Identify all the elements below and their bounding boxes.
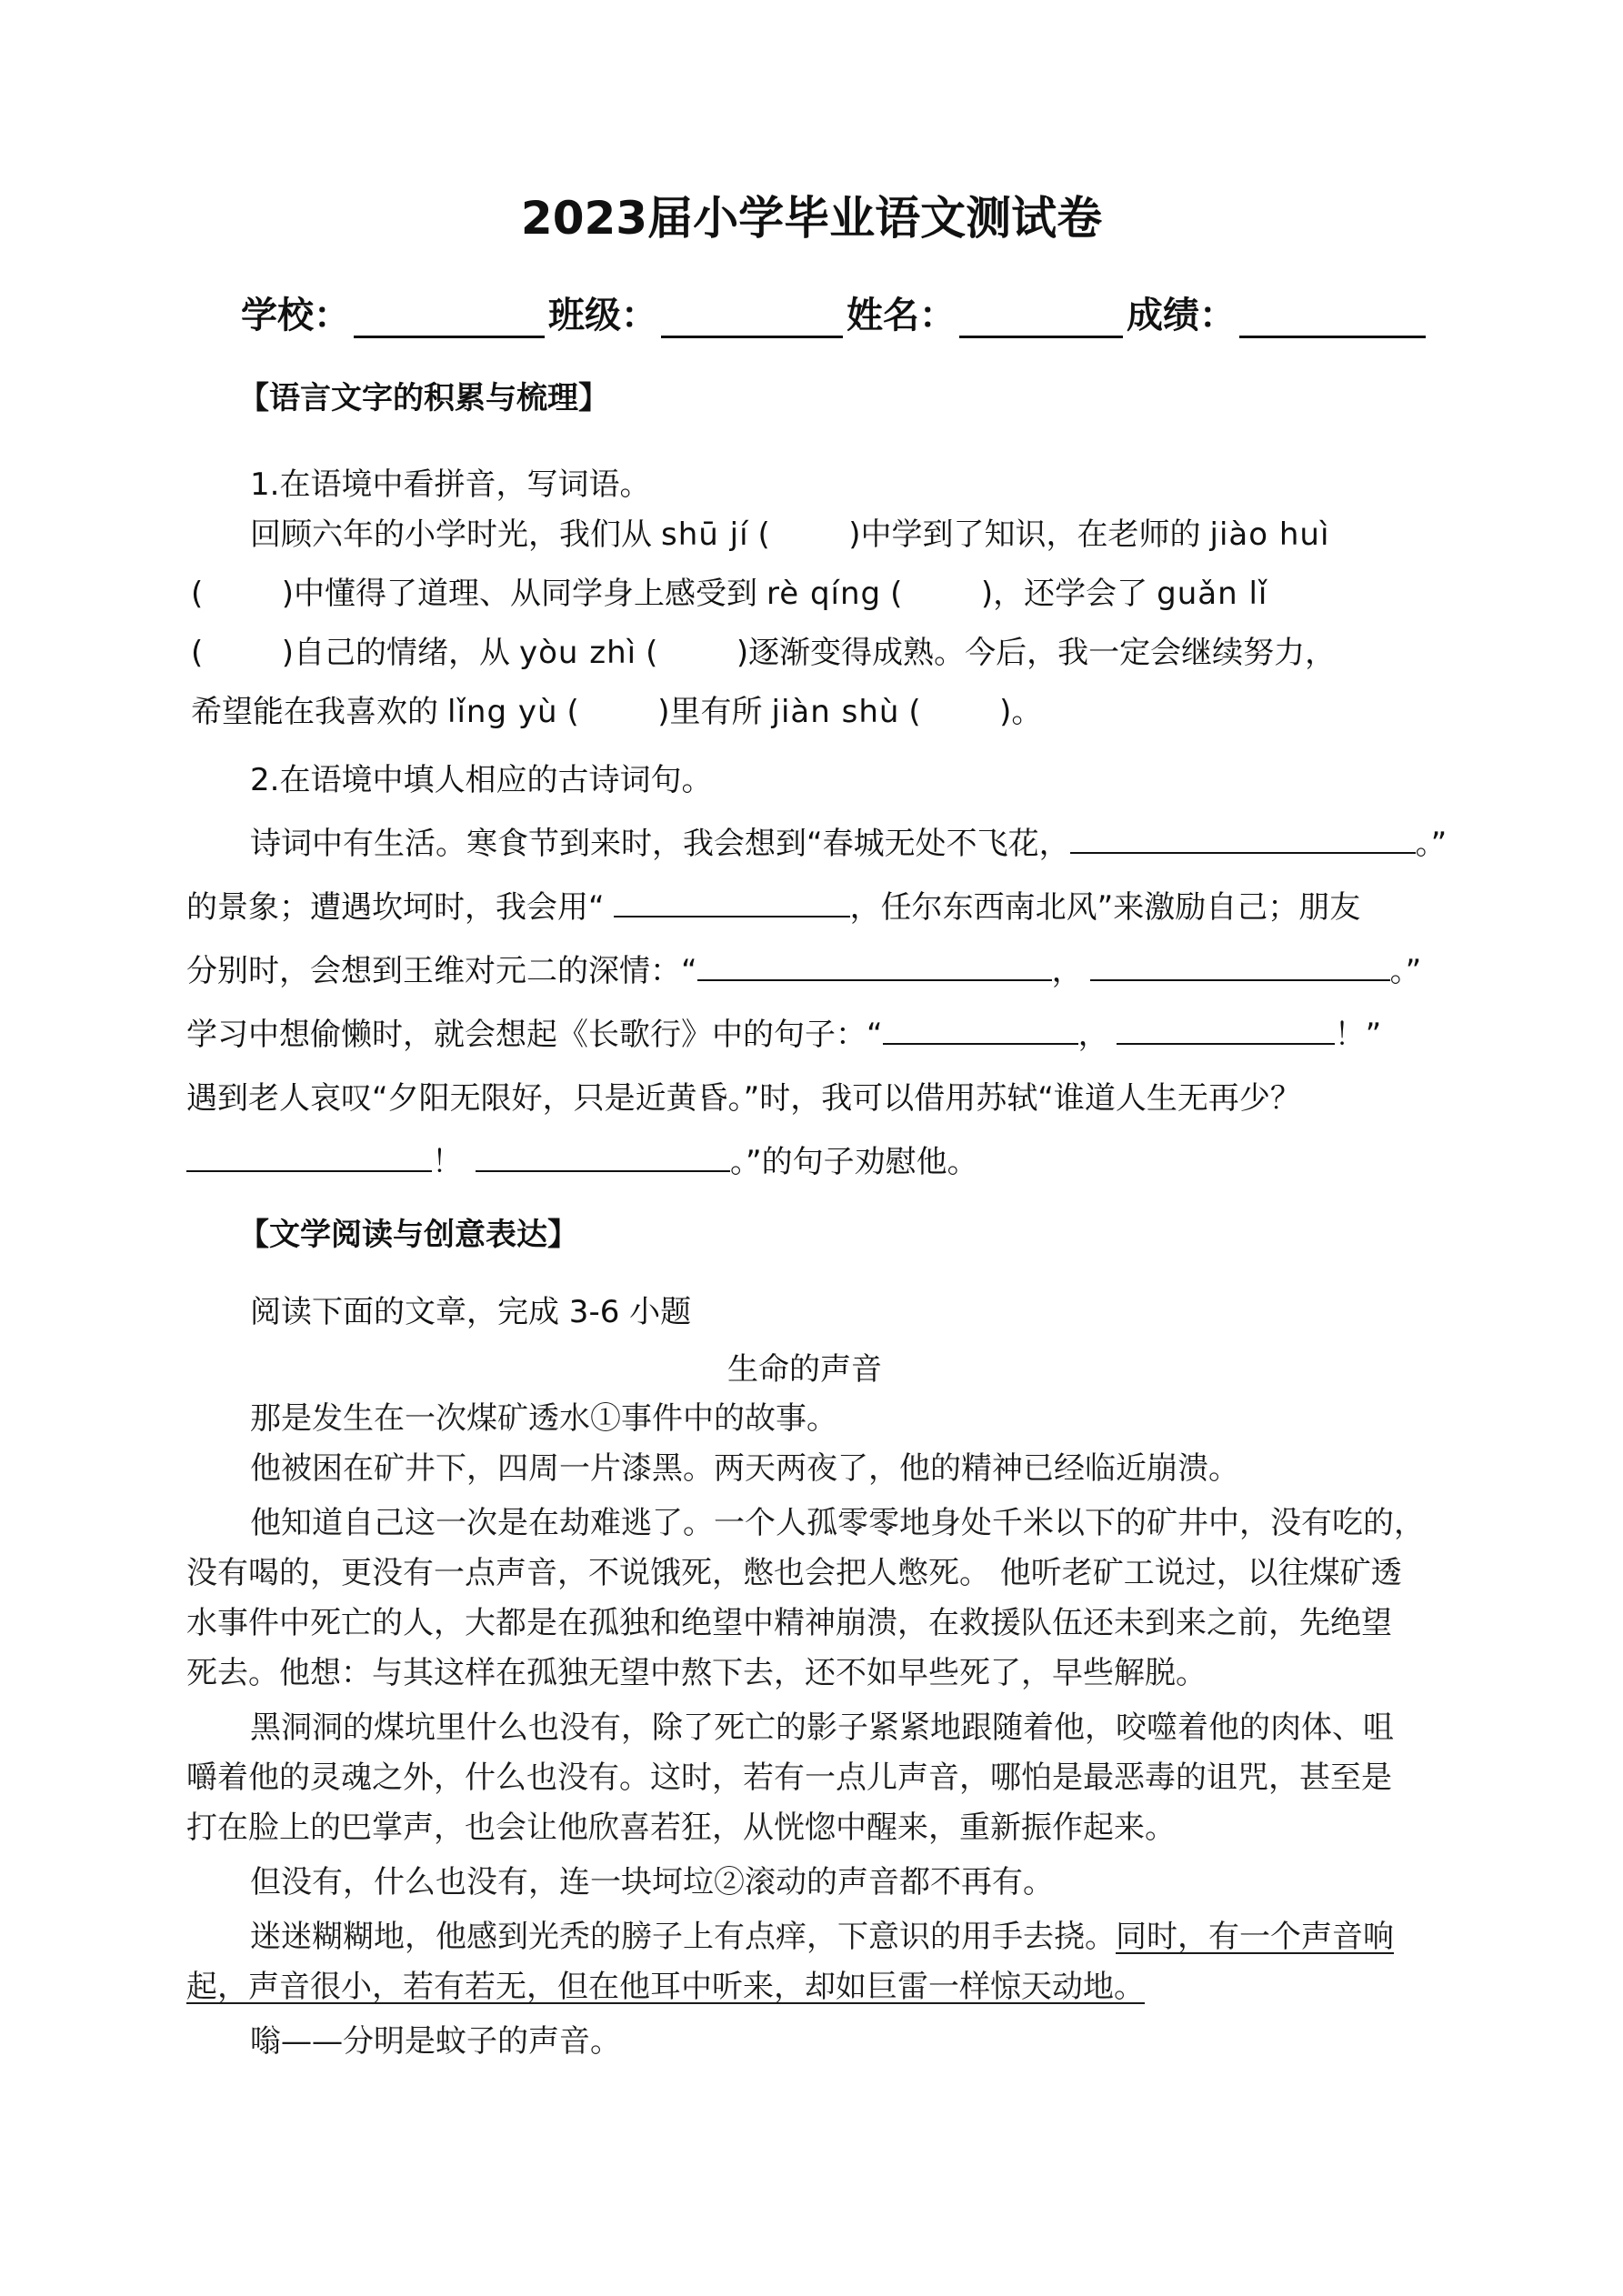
answer-blank-2[interactable]: ( ): [191, 576, 294, 612]
pinyin-guanli: guǎn lǐ: [1157, 576, 1268, 612]
pinyin-shuji: shū jí: [661, 516, 749, 553]
student-info-row: [241, 286, 1429, 338]
essay-paragraph: [186, 1961, 1145, 2006]
q2-prompt: 2.在语境中填人相应的古诗词句。: [250, 762, 713, 798]
school-field[interactable]: [354, 299, 545, 338]
essay-paragraph: 死去。他想：与其这样在孤独无望中熬下去，还不如早些死了，早些解脱。: [186, 1655, 1207, 1691]
answer-blank-6[interactable]: ( ): [566, 694, 670, 730]
q1-line-1: 回顾六年的小学时光，我们从 shū jí ( )中学到了知识，在老师的 jiào huì: [250, 516, 1330, 553]
q1-line-4: 希望能在我喜欢的 lǐng yù ( )里有所 jiàn shù ( )。: [191, 694, 1043, 730]
section-heading-language: 【语言文字的积累与梳理】: [238, 380, 609, 416]
essay-paragraph: 那是发生在一次煤矿透水①事件中的故事。: [250, 1400, 837, 1437]
q1-prompt: 1.在语境中看拼音，写词语。: [250, 466, 651, 503]
answer-blank-5[interactable]: ( ): [646, 635, 749, 671]
answer-blank-7[interactable]: ( ): [908, 694, 1012, 730]
q2-line-1: 诗词中有生活。寒食节到来时，我会想到“春城无处不飞花， 。”: [250, 818, 1447, 863]
answer-blank-4[interactable]: ( ): [191, 635, 294, 671]
poem-blank-3[interactable]: [697, 950, 1052, 981]
essay-paragraph: 水事件中死亡的人，大都是在孤独和绝望中精神崩溃，在救援队伍还未到来之前，先绝望: [186, 1605, 1392, 1641]
q1-line-2: ( )中懂得了道理、从同学身上感受到 rè qíng ( )，还学会了 guǎn lǐ: [191, 576, 1268, 612]
poem-blank-2[interactable]: [614, 887, 850, 917]
pinyin-jianshu: jiàn shù: [771, 694, 900, 730]
answer-blank-1[interactable]: ( ): [757, 516, 861, 553]
q2-line-2: 的景象；遭遇坎坷时，我会用“ ，任尔东西南北风”来激励自己；朋友: [186, 882, 1360, 927]
q2-line-4: 学习中想偷懒时，就会想起《长歌行》中的句子：“ ， ！”: [186, 1009, 1381, 1054]
pinyin-youzhi: yòu zhì: [519, 635, 637, 671]
q1-line-3: ( )自己的情绪，从 yòu zhì ( )逐渐变得成熟。今后，我一定会继续努力，: [191, 635, 1337, 671]
poem-blank-1[interactable]: [1070, 823, 1416, 854]
essay-paragraph: 但没有，什么也没有，连一块坷垃②滚动的声音都不再有。: [250, 1864, 1054, 1900]
score-field[interactable]: [1239, 299, 1426, 338]
class-label: 班级：: [548, 295, 657, 336]
essay-paragraph: 他被困在矿井下，四周一片漆黑。两天两夜了，他的精神已经临近崩溃。: [250, 1450, 1239, 1487]
essay-paragraph: 打在脸上的巴掌声，也会让他欣喜若狂，从恍惚中醒来，重新振作起来。: [186, 1810, 1176, 1846]
pinyin-jiaohui: jiào huì: [1209, 516, 1330, 553]
essay-title: 生命的声音: [727, 1351, 882, 1388]
essay-paragraph: 没有喝的，更没有一点声音，不说饿死，憋也会把人憋死。 他听老矿工说过，以往煤矿透: [186, 1555, 1402, 1591]
pinyin-lingyu: lǐng yù: [447, 694, 558, 730]
q2-line-6: ！ 。”的句子劝慰他。: [186, 1137, 978, 1181]
essay-paragraph: 嗡——分明是蚊子的声音。: [250, 2023, 621, 2060]
essay-paragraph: 黑洞洞的煤坑里什么也没有，除了死亡的影子紧紧地跟随着他，咬噬着他的肉体、咀: [250, 1709, 1394, 1746]
section-heading-reading: 【文学阅读与创意表达】: [238, 1217, 578, 1253]
reading-instruction: 阅读下面的文章，完成 3-6 小题: [250, 1294, 692, 1330]
poem-blank-7[interactable]: [186, 1141, 432, 1172]
poem-blank-6[interactable]: [1117, 1014, 1335, 1045]
q2-line-5: 遇到老人哀叹“夕阳无限好，只是近黄昏。”时，我可以借用苏轼“谁道人生无再少？: [186, 1080, 1301, 1117]
essay-paragraph: 嚼着他的灵魂之外，什么也没有。这时，若有一点儿声音，哪怕是最恶毒的诅咒，甚至是: [186, 1760, 1392, 1796]
essay-paragraph: 他知道自己这一次是在劫难逃了。一个人孤零零地身处千米以下的矿井中，没有吃的，: [250, 1505, 1425, 1541]
answer-blank-3[interactable]: ( ): [890, 576, 994, 612]
class-field[interactable]: [661, 299, 843, 338]
school-label: 学校：: [241, 295, 350, 336]
score-label: 成绩：: [1127, 295, 1236, 336]
name-label: 姓名：: [847, 295, 956, 336]
page-title: 2023届小学毕业语文测试卷: [520, 192, 1103, 245]
pinyin-reqing: rè qíng: [766, 576, 882, 612]
poem-blank-5[interactable]: [883, 1014, 1078, 1045]
poem-blank-8[interactable]: [476, 1141, 730, 1172]
name-field[interactable]: [959, 299, 1123, 338]
underlined-sentence: 同时，有一个声音响: [1116, 1919, 1394, 1955]
poem-blank-4[interactable]: [1090, 950, 1390, 981]
q2-line-3: 分别时，会想到王维对元二的深情：“ ， 。”: [186, 946, 1421, 990]
essay-paragraph: 迷迷糊糊地，他感到光秃的膀子上有点痒，下意识的用手去挠。同时，有一个声音响: [250, 1919, 1394, 1955]
underlined-sentence: 起，声音很小，若有若无，但在他耳中听来，却如巨雷一样惊天动地。: [186, 1969, 1145, 2005]
